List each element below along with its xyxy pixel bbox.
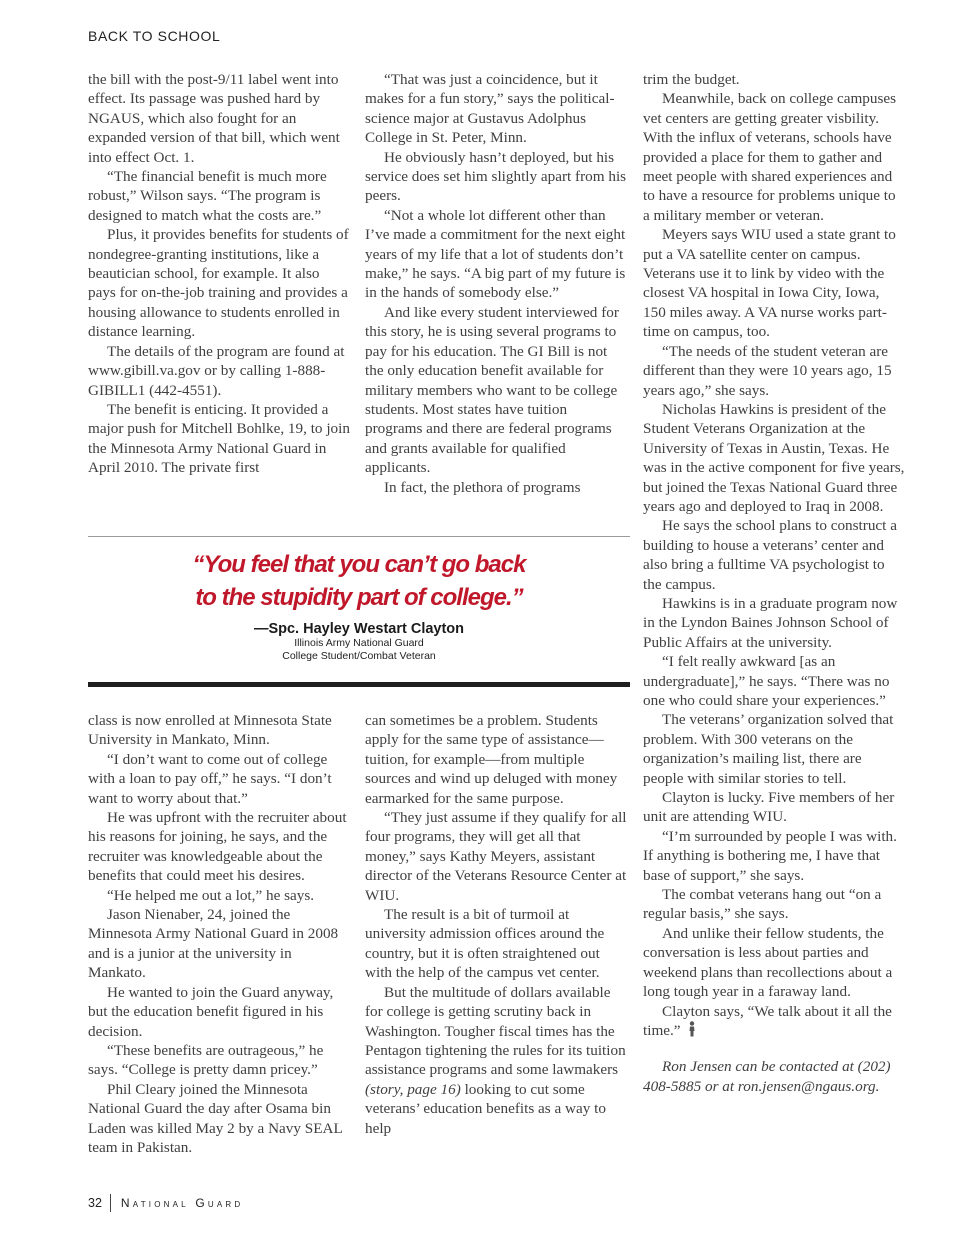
story-reference: (story, page 16) xyxy=(365,1080,461,1098)
end-of-article-icon xyxy=(687,1021,697,1037)
footer-divider xyxy=(110,1194,111,1212)
pull-quote-affiliation-2: College Student/Combat Veteran xyxy=(282,650,436,662)
pull-quote xyxy=(88,548,630,663)
paragraph: “Not a whole lot different other than I’ve made a commitment for the next eight years of my life that a lot of students don’t make,” he says. “A big part of my future is in the hands of somebody else.” xyxy=(365,206,626,302)
text-run: But the multitude of dollars available for college is getting scrutiny back in Washington. Tougher fiscal times has the Pentagon tightening the rules for its tuition assistance programs and some lawmakers xyxy=(365,983,626,1079)
paragraph: He says the school plans to construct a building to house a veterans’ center and also bring a fulltime VA psychologist to the campus. xyxy=(643,517,897,593)
paragraph: “The needs of the student veteran are different than they were 10 years ago, 15 years ago,” she says. xyxy=(643,342,892,399)
pull-quote-bottom-rule xyxy=(88,682,630,687)
paragraph: And unlike their fellow students, the conversation is less about parties and weekend plans than recollections about a long tough year in a faraway land. xyxy=(643,924,893,1001)
paragraph xyxy=(643,1002,905,1041)
paragraph: class is now enrolled at Minnesota State University in Mankato, Minn. xyxy=(88,712,332,749)
paragraph: Meyers says WIU used a state grant to put a VA satellite center on campus. Veterans use it to link by video with the closest VA hospital in Iowa City, Iowa, 150 miles away. A VA nurse works part-time on campus, too. xyxy=(643,226,896,341)
paragraph: The veterans’ organization solved that problem. With 300 veterans on the organization’s mailing list, there are people with similar stories to tell. xyxy=(643,711,894,787)
paragraph: Phil Cleary joined the Minnesota National Guard the day after Osama bin Laden was killed May 2 by a Navy SEAL team in Pakistan. xyxy=(88,1080,343,1156)
paragraph: Nicholas Hawkins is president of the Student Veterans Organization at the University of Texas in Austin, Texas. He was in the active component for five years, but joined the Texas National Guard three years ago and deployed to Iraq in 2008. xyxy=(643,400,905,515)
paragraph: “These benefits are outrageous,” he says. “College is pretty damn pricey.” xyxy=(88,1041,324,1079)
paragraph: “I’m surrounded by people I was with. If anything is bothering me, I have that base of support,” she says. xyxy=(643,827,897,884)
page-footer xyxy=(88,1194,243,1212)
page-number: 32 xyxy=(88,1196,102,1210)
paragraph: The benefit is enticing. It provided a major push for Mitchell Bohlke, 19, to join the Minnesota Army National Guard in April 2010. The private first xyxy=(88,400,350,477)
article-column-2-lower xyxy=(365,711,627,1138)
pull-quote-line-2: to the stupidity part of college.” xyxy=(195,584,523,611)
paragraph: The result is a bit of turmoil at university admission offices around the country, but it is often straightened out with the help of the campus vet center. xyxy=(365,906,605,982)
paragraph: can sometimes be a problem. Students apply for the same type of assistance—tuition, for example—from multiple sources and wind up deluged with money earmarked for the same purpose. xyxy=(365,712,618,807)
magazine-name: National Guard xyxy=(120,1196,244,1210)
paragraph: “That was just a coincidence, but it makes for a fun story,” says the political-science major at Gustavus Adolphus College in St. Peter, Minn. xyxy=(365,71,615,147)
paragraph: trim the budget. xyxy=(643,71,740,88)
paragraph: Jason Nienaber, 24, joined the Minnesota Army National Guard in 2008 and is a junior at the university in Mankato. xyxy=(88,906,339,982)
paragraph: “He helped me out a lot,” he says. xyxy=(107,886,315,904)
paragraph: the bill with the post-9/11 label went into effect. Its passage was pushed hard by NGAUS, which also fought for an expanded version of that bill, which went into effect Oct. 1. xyxy=(88,71,340,166)
author-contact: Ron Jensen can be contacted at (202) 408-5885 or at ron.jensen@ngaus.org. xyxy=(643,1058,891,1095)
paragraph: “I don’t want to come out of college with a loan to pay off,” he says. “I don’t want to worry about that.” xyxy=(88,750,332,807)
article-column-3 xyxy=(643,70,905,1096)
paragraph: And like every student interviewed for this story, he is using several programs to pay for his education. The GI Bill is not the only education benefit available for military members who want to be college students. Most states have tuition programs and there are federal programs and grants available for qualified applicants. xyxy=(365,303,619,477)
article-column-1-lower xyxy=(88,711,350,1157)
pull-quote-affiliation-1: Illinois Army National Guard xyxy=(294,637,424,649)
article-column-1 xyxy=(88,70,350,478)
paragraph: Plus, it provides benefits for students of nondegree-granting institutions, like a beautician school, for example. It also pays for on-the-job training and provides a housing allowance to students enrolled in distance learning. xyxy=(88,226,349,341)
paragraph: In fact, the plethora of programs xyxy=(384,478,581,496)
paragraph: He obviously hasn’t deployed, but his service does set him slightly apart from his peers. xyxy=(365,148,627,205)
section-label: BACK TO SCHOOL xyxy=(88,28,221,44)
pull-quote-attribution: —Spc. Hayley Westart Clayton xyxy=(253,621,465,637)
paragraph: The details of the program are found at www.gibill.va.gov or by calling 1-888-GIBILL1 (442-4551). xyxy=(88,342,345,399)
paragraph: Meanwhile, back on college campuses vet centers are getting greater visbility. With the influx of veterans, schools have provided a place for them to gather and meet people with shared experiences and to have a resource for problems unique to a military member or veteran. xyxy=(643,90,897,224)
pull-quote-top-rule xyxy=(88,536,630,537)
paragraph xyxy=(365,983,627,1138)
paragraph: “I felt really awkward [as an undergraduate],” he says. “There was no one who could share your experiences.” xyxy=(643,653,890,709)
paragraph: He wanted to join the Guard anyway, but the education benefit figured in his decision. xyxy=(88,983,334,1040)
pull-quote-line-1: “You feel that you can’t go back xyxy=(192,551,526,578)
text-run: looking to cut some veterans’ education benefits as a way to help xyxy=(365,1080,606,1137)
paragraph: “They just assume if they qualify for all four programs, they will get all that money,” says Kathy Meyers, assistant director of the Veterans Resource Center at WIU. xyxy=(365,809,627,904)
paragraph: The combat veterans hang out “on a regular basis,” she says. xyxy=(643,886,882,923)
article-column-2 xyxy=(365,70,627,497)
paragraph: He was upfront with the recruiter about his reasons for joining, he says, and the recruiter was knowledgeable about the benefits that could meet his desires. xyxy=(88,809,347,885)
paragraph: Hawkins is in a graduate program now in the Lyndon Baines Johnson School of Public Affairs at the university. xyxy=(643,594,898,651)
paragraph: “The financial benefit is much more robust,” Wilson says. “The program is designed to match what the costs are.” xyxy=(88,168,327,224)
paragraph: Clayton is lucky. Five members of her unit are attending WIU. xyxy=(643,789,895,826)
final-sentence: Clayton says, “We talk about it all the time.” xyxy=(643,1002,892,1039)
